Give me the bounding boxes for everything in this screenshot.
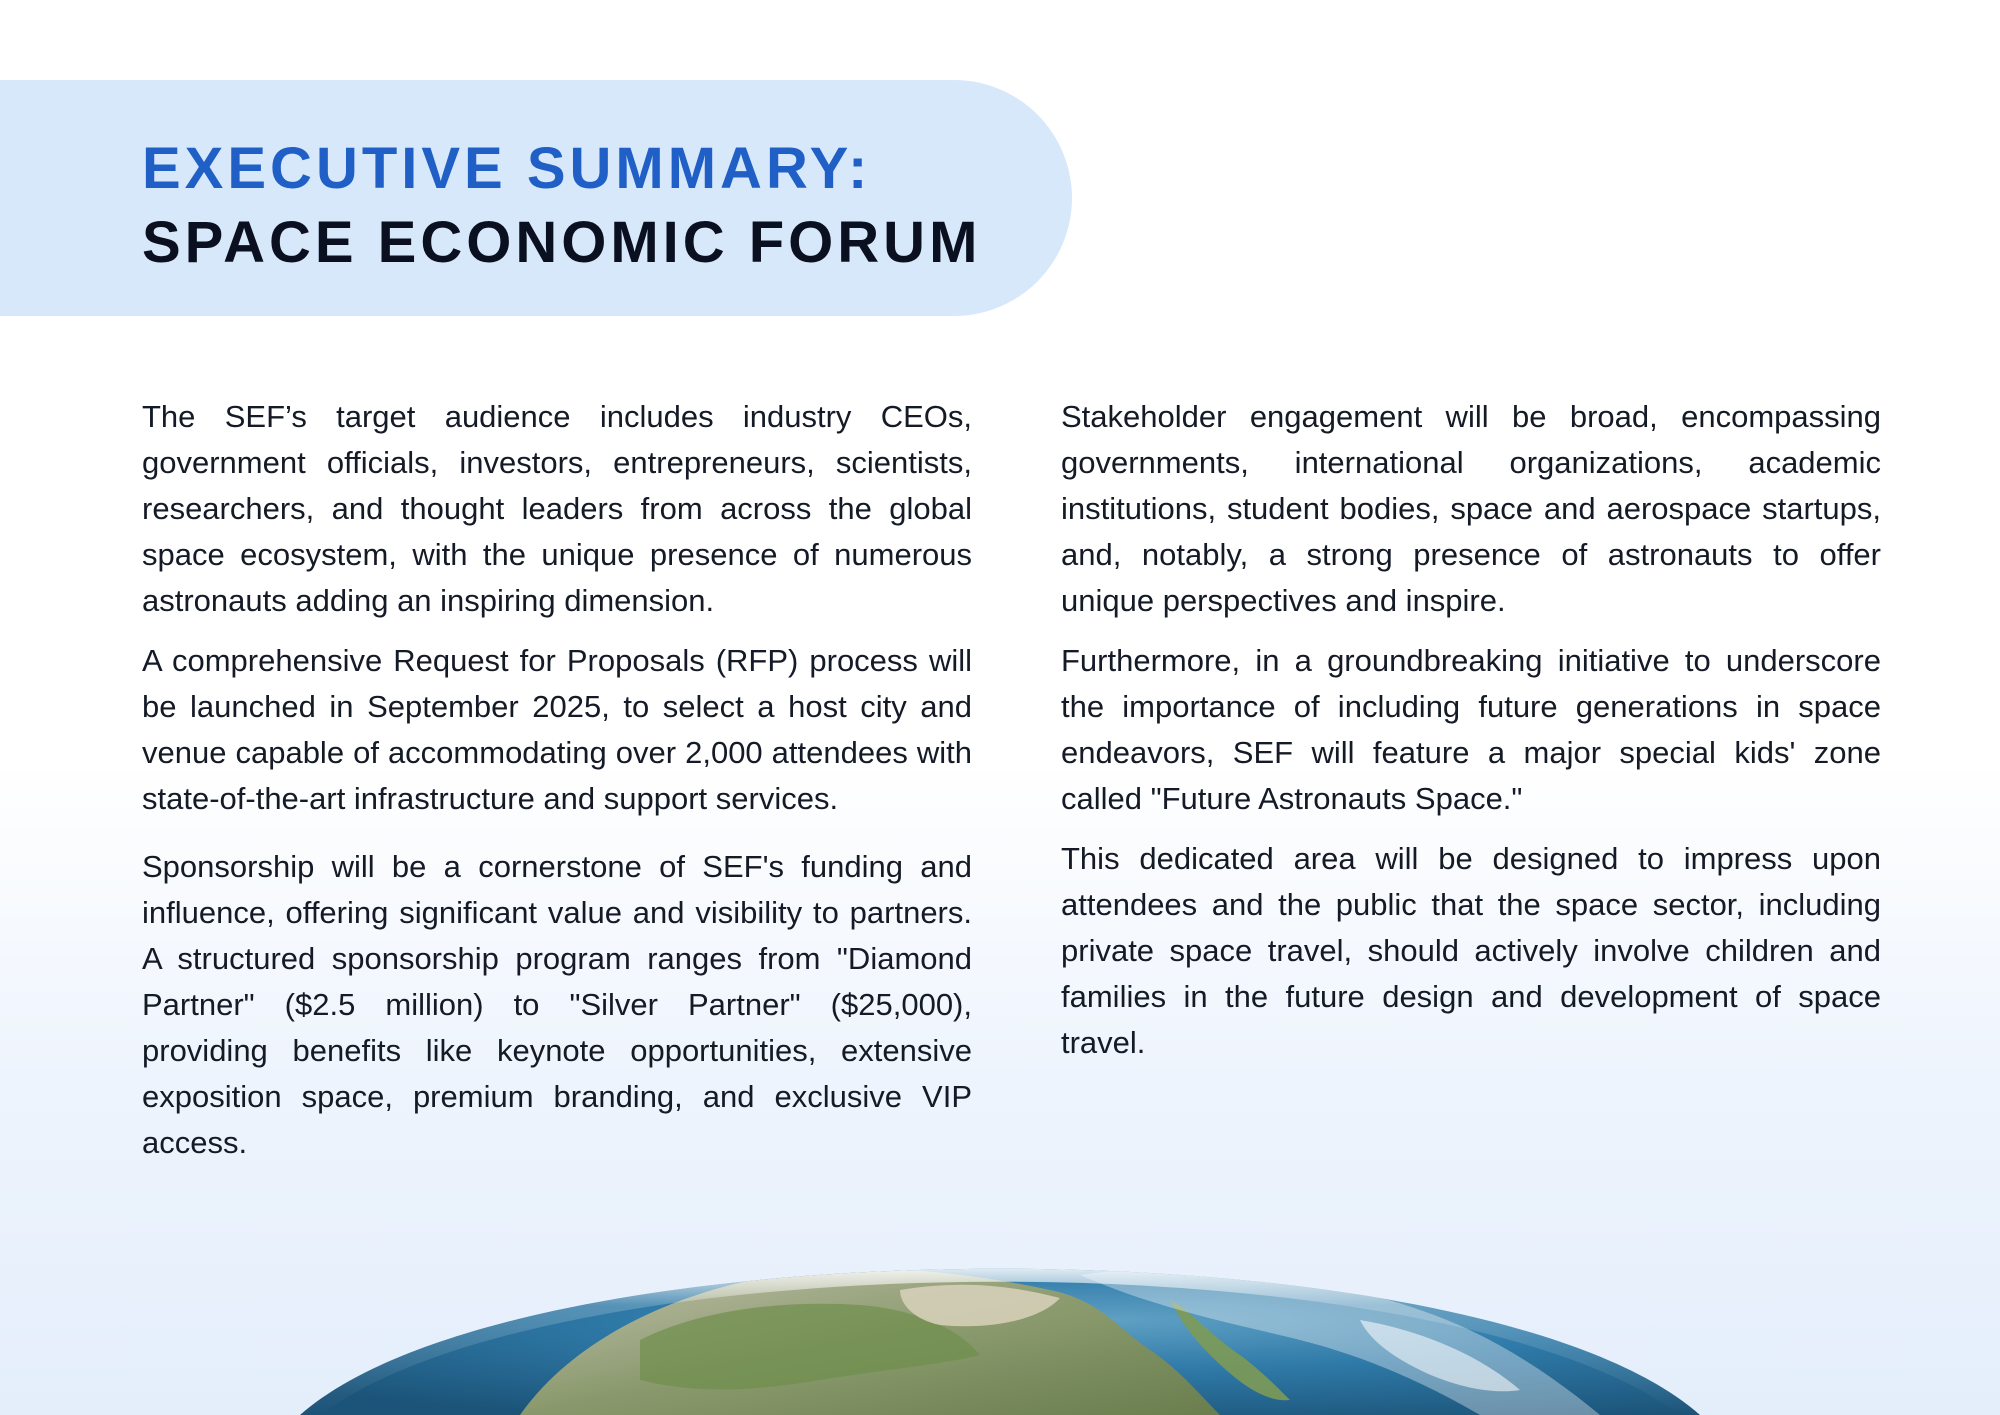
title-executive-summary: EXECUTIVE SUMMARY: [142, 136, 872, 201]
right-column [1061, 394, 1881, 1066]
paragraph-target-audience: The SEF’s target audience includes industry CEOs, government officials, investors, entrepreneurs, scientists, researchers, and thought leaders from across the global space ecosystem, with the unique presence of numerous astronauts adding an inspiring dimension. [142, 399, 972, 618]
paragraph-rfp-process: A comprehensive Request for Proposals (RFP) process will be launched in September 2025, to select a host city and venue capable of accommodating over 2,000 attendees with state-of-the-art infrastructure and support services. [142, 643, 972, 816]
paragraph-dedicated-area: This dedicated area will be designed to impress upon attendees and the public that the space sector, including private space travel, should actively involve children and families in the future design and development of space travel. [1061, 841, 1881, 1060]
title-space-economic-forum: SPACE ECONOMIC FORUM [142, 210, 982, 275]
left-column [142, 394, 972, 1166]
paragraph-sponsorship: Sponsorship will be a cornerstone of SEF's funding and influence, offering significant value and visibility to partners. A structured sponsorship program ranges from "Diamond Partner" ($2.5 million) to "Silver Partner" ($25,000), providing benefits like keynote opportunities, extensive exposition space, premium branding, and exclusive VIP access. [142, 849, 972, 1160]
earth-globe-image [0, 1180, 2000, 1415]
paragraph-stakeholder-engagement: Stakeholder engagement will be broad, encompassing governments, international organizations, academic institutions, student bodies, space and aerospace startups, and, notably, a strong presence of astronauts to offer unique perspectives and inspire. [1061, 399, 1881, 618]
paragraph-kids-zone: Furthermore, in a groundbreaking initiative to underscore the importance of including future generations in space endeavors, SEF will feature a major special kids' zone called "Future Astronauts Space." [1061, 643, 1881, 816]
